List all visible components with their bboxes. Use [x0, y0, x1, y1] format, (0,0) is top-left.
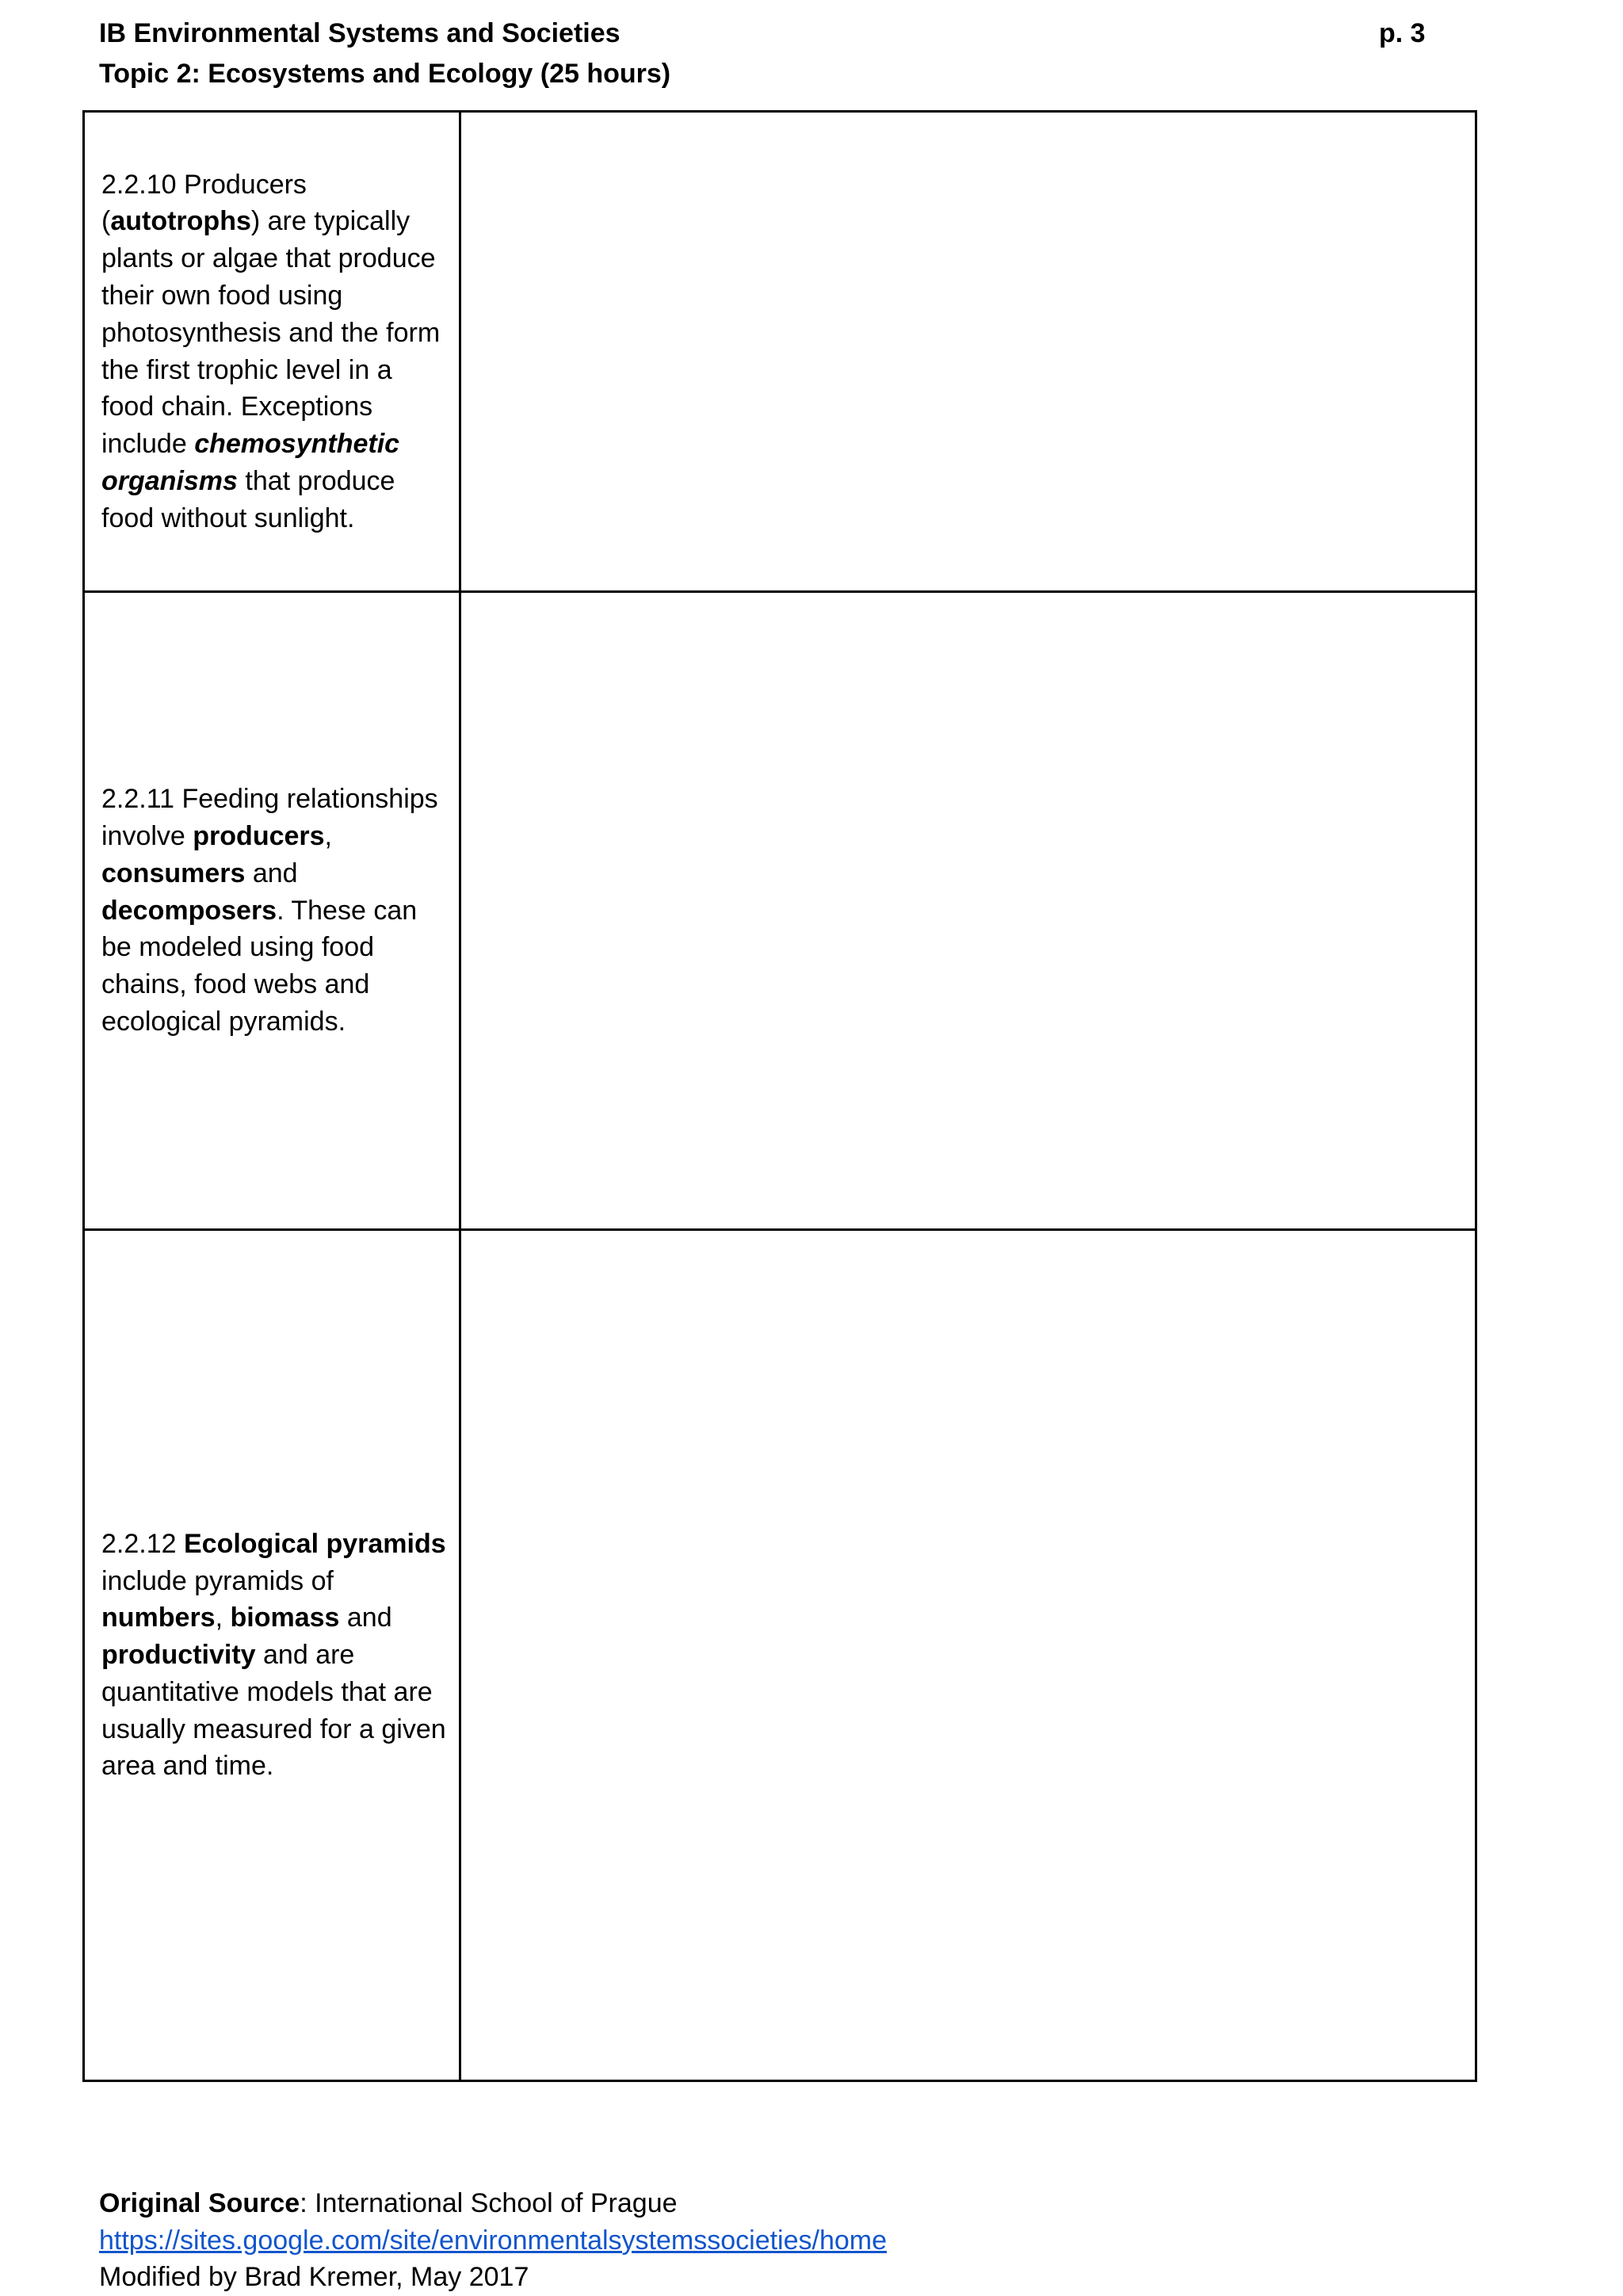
source-url-link[interactable]: https://sites.google.com/site/environmentalsystemssocieties/home	[99, 2225, 888, 2256]
text-segment: 2.2.11 Feeding relationships involve	[101, 784, 438, 851]
term-consumers: consumers	[101, 858, 246, 888]
objective-cell-2-2-11	[84, 592, 460, 1230]
text-segment: ,	[324, 821, 332, 851]
notes-cell-2-2-11[interactable]	[460, 592, 1476, 1230]
term-biomass: biomass	[230, 1603, 340, 1633]
footer	[99, 2185, 887, 2296]
text-segment: 2.2.12	[101, 1528, 184, 1559]
source-label: Original Source	[99, 2188, 300, 2218]
term-producers: producers	[193, 821, 325, 851]
table-row	[84, 1230, 1476, 2081]
notes-cell-2-2-10[interactable]	[460, 112, 1476, 592]
objective-cell-2-2-10	[84, 112, 460, 592]
table-row	[84, 592, 1476, 1230]
text-segment: and	[339, 1603, 392, 1633]
text-segment: 2.2.10 Producers (	[101, 169, 307, 237]
course-title: IB Environmental Systems and Societies	[99, 18, 621, 48]
term-numbers: numbers	[101, 1603, 216, 1633]
term-decomposers: decomposers	[101, 895, 277, 926]
text-segment: and	[245, 858, 298, 888]
text-segment: ,	[215, 1603, 231, 1633]
notes-cell-2-2-12[interactable]	[460, 1230, 1476, 2081]
source-line	[99, 2185, 887, 2222]
modified-by: Modified by Brad Kremer, May 2017	[99, 2262, 529, 2292]
source-url-line	[99, 2222, 887, 2260]
notes-table	[82, 110, 1477, 2082]
source-name: International School of Prague	[315, 2188, 678, 2218]
page-number: p. 3	[1379, 18, 1426, 48]
text-segment: . These can be modeled using food chains, food webs and ecological pyramids.	[101, 895, 418, 1037]
term-ecological-pyramids: Ecological pyramids	[183, 1528, 446, 1559]
source-separator: :	[300, 2188, 315, 2218]
table-row	[84, 112, 1476, 592]
term-chemosynthetic-organisms: chemosynthetic organisms	[101, 429, 400, 496]
text-segment: that produce food without sunlight.	[101, 465, 395, 533]
topic-title: Topic 2: Ecosystems and Ecology (25 hours)	[99, 59, 671, 89]
text-segment: include pyramids of	[101, 1565, 334, 1596]
term-autotrophs: autotrophs	[110, 206, 251, 237]
text-segment: and are quantitative models that are usually measured for a given area and time.	[101, 1640, 446, 1782]
text-segment: ) are typically plants or algae that produce their own food using photosynthesis and the form the first trophic level in a food chain. Exceptions include	[101, 206, 441, 460]
term-productivity: productivity	[101, 1640, 256, 1671]
objective-cell-2-2-12	[84, 1230, 460, 2081]
